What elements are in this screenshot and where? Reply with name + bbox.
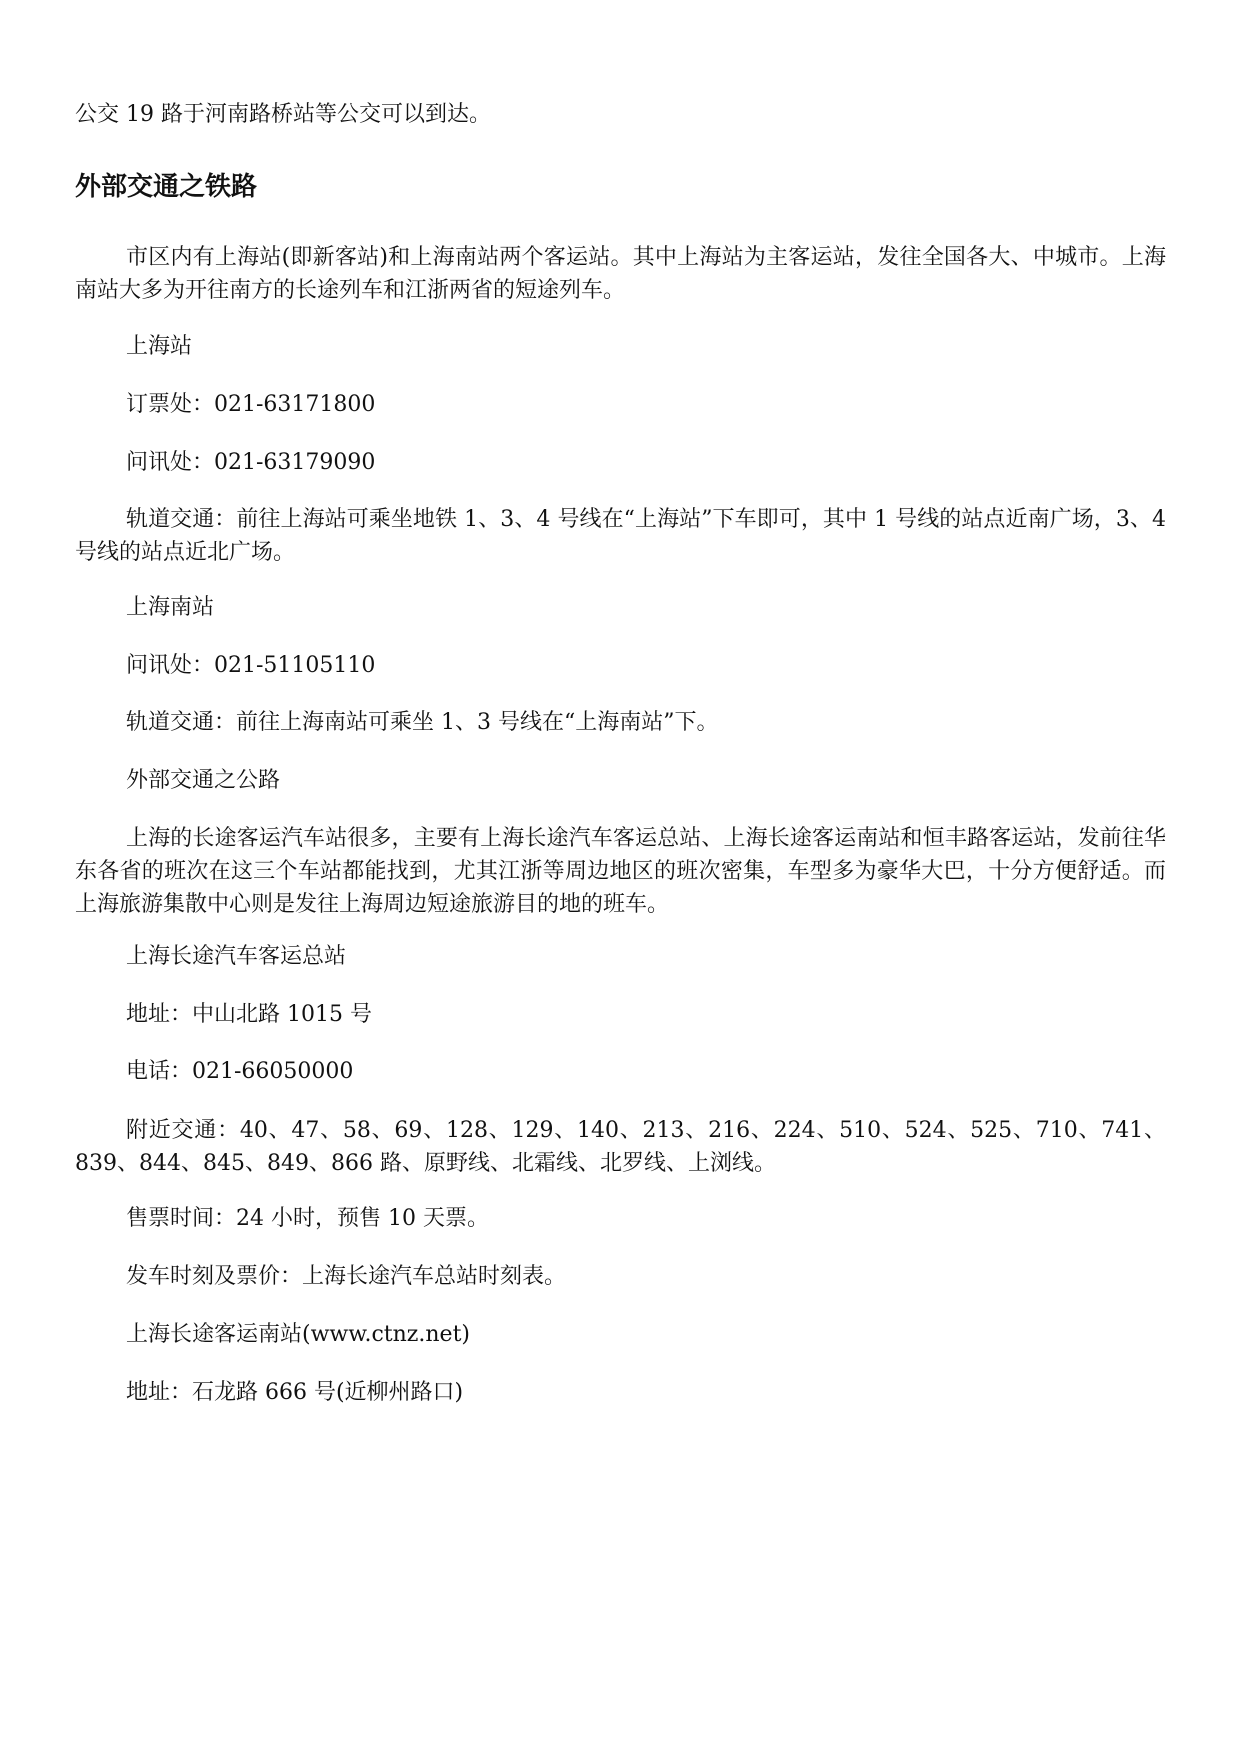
paragraph-railway-intro: 市区内有上海站(即新客站)和上海南站两个客运站。其中上海站为主客运站，发往全国各大、中城市。上海南站大多为开往南方的长途列车和江浙两省的短途列车。 [75, 245, 1166, 303]
long-distance-main-name: 上海长途汽车客运总站 [126, 944, 347, 969]
shanghai-station-name: 上海站 [126, 334, 193, 359]
long-distance-main-ticket-hours: 售票时间：24 小时，预售 10 天票。 [126, 1206, 489, 1231]
shanghai-south-station-inquiry: 问讯处：021-51105110 [126, 653, 376, 678]
shanghai-south-station-rail-transit: 轨道交通：前往上海南站可乘坐 1、3 号线在“上海南站”下。 [126, 710, 719, 735]
shanghai-station-inquiry: 问讯处：021-63179090 [126, 450, 376, 475]
long-distance-main-schedule: 发车时刻及票价：上海长途汽车总站时刻表。 [126, 1264, 567, 1289]
long-distance-main-nearby-transit: 附近交通：40、47、58、69、128、129、140、213、216、224、510、524、525、710、741、839、844、845、849、866 路、原野线、北霜线、北罗线、上浏线。 [75, 1118, 1166, 1176]
long-distance-main-phone: 电话：021-66050000 [126, 1059, 354, 1084]
long-distance-south-name: 上海长途客运南站(www.ctnz.net) [126, 1322, 470, 1347]
long-distance-south-address: 地址：石龙路 666 号(近柳州路口) [126, 1380, 464, 1405]
paragraph-highway-intro: 上海的长途客运汽车站很多，主要有上海长途汽车客运总站、上海长途客运南站和恒丰路客运站，发前往华东各省的班次在这三个车站都能找到，尤其江浙等周边地区的班次密集，车型多为豪华大巴，十分方便舒适。而上海旅游集散中心则是发往上海周边短途旅游目的地的班车。 [75, 826, 1166, 917]
heading-highway: 外部交通之公路 [126, 768, 281, 793]
long-distance-main-address: 地址：中山北路 1015 号 [126, 1002, 372, 1027]
shanghai-station-rail-transit: 轨道交通：前往上海站可乘坐地铁 1、3、4 号线在“上海站”下车即可，其中 1 号线的站点近南广场，3、4 号线的站点近北广场。 [75, 507, 1166, 565]
shanghai-south-station-name: 上海南站 [126, 595, 215, 620]
heading-railway: 外部交通之铁路 [75, 172, 258, 202]
shanghai-station-ticket-office: 订票处：021-63171800 [126, 392, 376, 417]
paragraph-bus-access: 公交 19 路于河南路桥站等公交可以到达。 [75, 102, 491, 127]
